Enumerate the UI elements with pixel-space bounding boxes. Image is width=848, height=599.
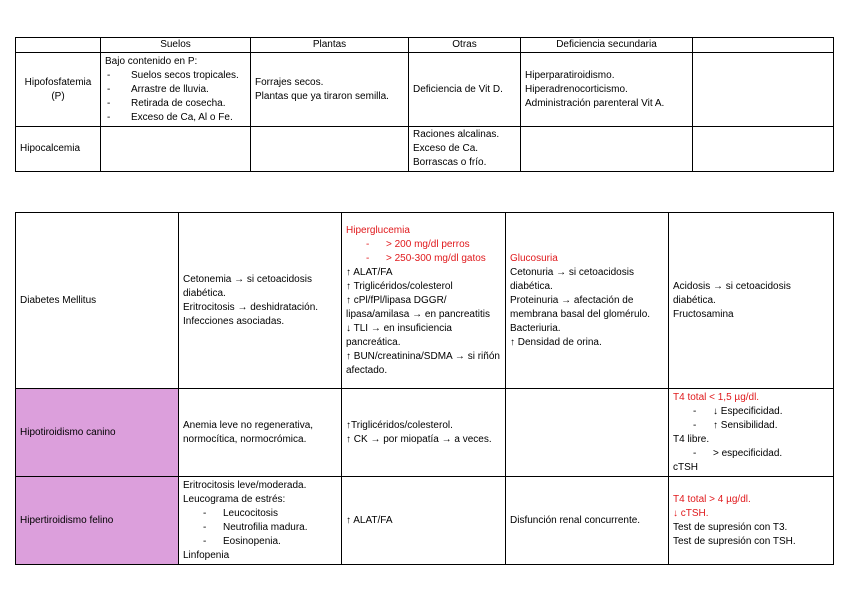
list-item: Fructosamina [673,308,734,320]
list-item: Administración parenteral Vit A. [525,97,665,109]
plantas-cell [251,53,409,127]
endocrine-table [15,212,834,565]
other-tests-cell [669,213,834,389]
list-item: - > 200 mg/dl perros [346,238,501,252]
row-name: Hipocalcemia [16,127,101,172]
list-item: ↑ Densidad de orina. [510,336,602,348]
biochemistry-cell [342,389,506,477]
list-item: Deficiencia de Vit D. [413,83,503,95]
list-item: Cetonemia → si cetoacidosis diabética. [183,273,312,299]
list-item: Test de supresión con T3. [673,521,788,533]
list-item: - ↑ Sensibilidad. [673,419,829,433]
table-row [16,477,834,565]
list-item: Bacteriuria. [510,322,561,334]
header-suelos: Suelos [101,38,251,53]
extra-cell [693,127,834,172]
list-item: Hiperadrenocorticismo. [525,83,628,95]
list-item: cTSH [673,461,698,473]
list-item: Eritrocitosis → deshidratación. [183,301,319,313]
deficiencia-cell [521,53,693,127]
list-item: Forrajes secos. [255,76,324,88]
other-tests-cell [669,389,834,477]
header-plantas: Plantas [251,38,409,53]
ctsh-label: ↓ cTSH. [673,507,709,519]
urinalysis-cell [506,389,669,477]
list-item: - Arrastre de lluvia. [105,83,246,97]
row-name: Hipotiroidismo canino [16,389,179,477]
list-item: ↓ TLI → en insuficiencia pancreática. [346,322,452,348]
list-item: ↑ CK → por miopatía → a veces. [346,433,492,445]
urinalysis-cell [506,477,669,565]
list-item: - Retirada de cosecha. [105,97,246,111]
list-item: Leucograma de estrés: [183,493,286,505]
biochemistry-cell [342,213,506,389]
list-item: Hiperparatiroidismo. [525,69,615,81]
deficiencia-cell [521,127,693,172]
list-item: - > 250-300 mg/dl gatos [346,252,501,266]
list-item: T4 libre. [673,433,710,445]
hematology-cell [179,389,342,477]
row-name: Hipertiroidismo felino [16,477,179,565]
extra-cell [693,53,834,127]
table-row [16,53,834,127]
table-row [16,127,834,172]
row-name: Diabetes Mellitus [16,213,179,389]
list-item: Exceso de Ca. [413,143,479,154]
list-item: Infecciones asociadas. [183,315,285,327]
t4-total-title: T4 total < 1,5 µg/dl. [673,391,760,403]
list-item: ↑ cPl/fPl/lipasa DGGR/ lipasa/amilasa → en pancreatitis [346,294,490,320]
list-item: - Eosinopenia. [183,535,337,549]
list-item: Cetonuria → si cetoacidosis diabética. [510,266,634,292]
hyperglycemia-title: Hiperglucemia [346,224,410,236]
hematology-cell [179,213,342,389]
table-row [16,389,834,477]
list-item: Acidosis → si cetoacidosis diabética. [673,280,791,306]
header-deficiencia: Deficiencia secundaria [521,38,693,53]
list-item: ↑Triglicéridos/colesterol. [346,419,453,431]
row-name: Hipofosfatemia (P) [16,53,101,127]
suelos-intro: Bajo contenido en P: [105,55,198,67]
minerals-table [15,37,834,172]
other-tests-cell [669,477,834,565]
header-otras: Otras [409,38,521,53]
list-item: ↑ BUN/creatinina/SDMA → si riñón afectado. [346,350,500,376]
list-item: - Suelos secos tropicales. [105,69,246,83]
list-item: - > especificidad. [673,447,829,461]
suelos-cell [101,127,251,172]
biochemistry-cell [342,477,506,565]
list-item: ↑ ALAT/FA [346,514,393,526]
list-item: Raciones alcalinas. [413,129,500,140]
t4-total-title: T4 total > 4 µg/dl. [673,493,751,505]
list-item: Anemia leve no regenerativa, normocítica, normocrómica. [183,419,314,445]
header-cell-empty-2 [693,38,834,53]
header-row [16,38,834,53]
list-item: Linfopenia [183,549,230,561]
hematology-cell [179,477,342,565]
list-item: Test de supresión con TSH. [673,535,796,547]
otras-cell [409,53,521,127]
table-row [16,213,834,389]
otras-cell [409,127,521,172]
list-item: Eritrocitosis leve/moderada. [183,479,307,491]
list-item: - ↓ Especificidad. [673,405,829,419]
header-cell-empty [16,38,101,53]
urinalysis-cell [506,213,669,389]
list-item: - Leucocitosis [183,507,337,521]
list-item: - Neutrofilia madura. [183,521,337,535]
list-item: - Exceso de Ca, Al o Fe. [105,111,246,125]
list-item: Disfunción renal concurrente. [510,514,641,526]
list-item: ↑ ALAT/FA [346,266,393,278]
plantas-cell [251,127,409,172]
glucosuria-title: Glucosuria [510,252,558,264]
list-item: ↑ Triglicéridos/colesterol [346,280,453,292]
list-item: Proteinuria → afectación de membrana basal del glomérulo. [510,294,651,320]
list-item: Borrascas o frío. [413,157,487,168]
list-item: Plantas que ya tiraron semilla. [255,90,389,102]
suelos-cell [101,53,251,127]
